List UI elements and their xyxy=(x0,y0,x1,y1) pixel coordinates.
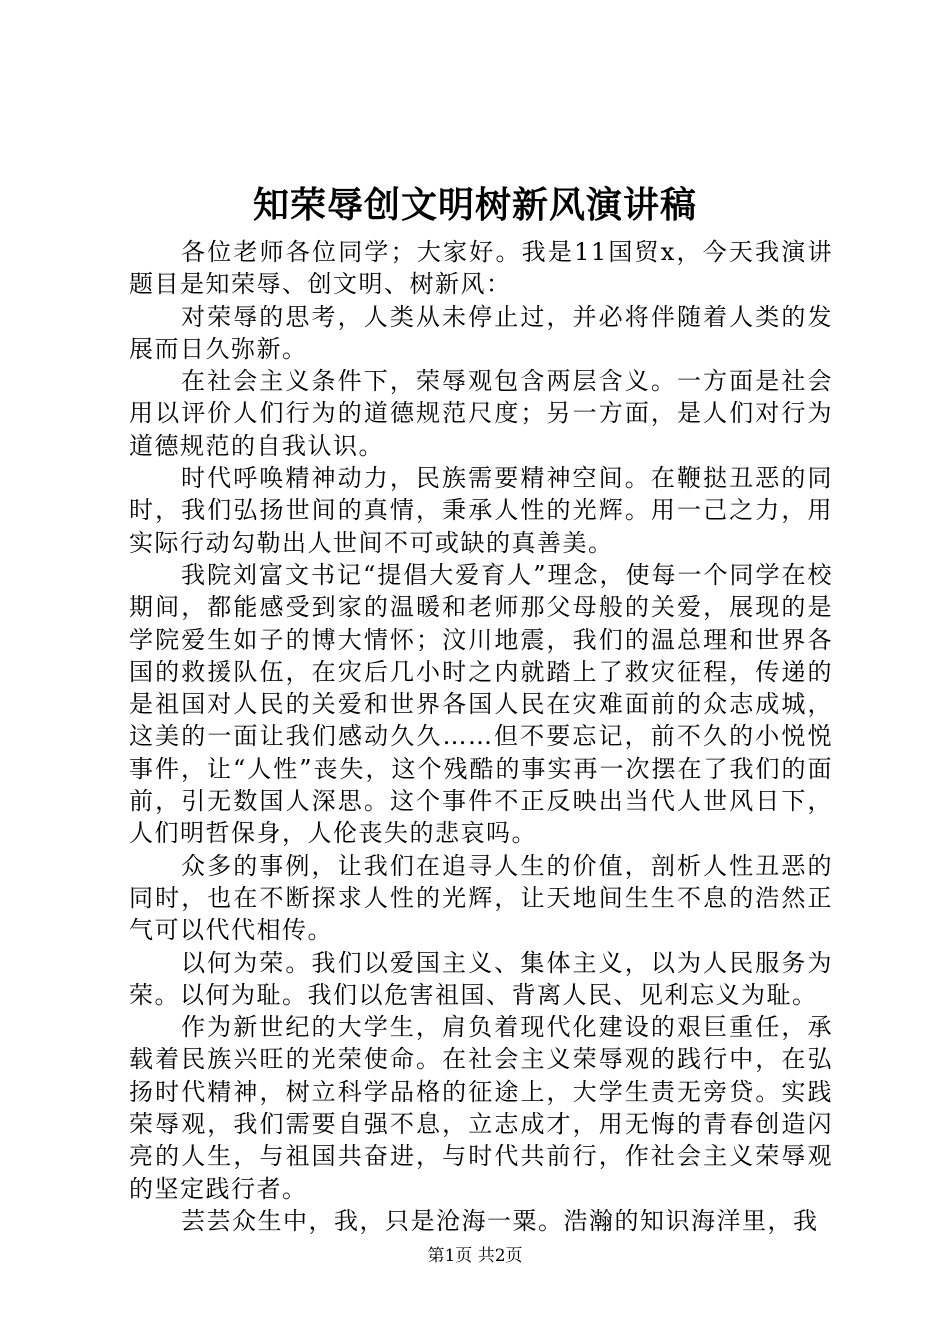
document-body xyxy=(129,236,833,1237)
paragraph: 在社会主义条件下，荣辱观包含两层含义。一方面是社会用以评价人们行为的道德规范尺度；另一方面，是人们对行为道德规范的自我认识。 xyxy=(129,367,833,460)
paragraph: 我院刘富文书记“提倡大爱育人”理念，使每一个同学在校期间，都能感受到家的温暖和老师那父母般的关爱，展现的是学院爱生如子的博大情怀；汶川地震，我们的温总理和世界各国的救援队伍，在灾后几小时之内就踏上了救灾征程，传递的是祖国对人民的关爱和世界各国人民在灾难面前的众志成城，这美的一面让我们感动久久……但不要忘记，前不久的小悦悦事件，让“人性”丧失，这个残酷的事实再一次摆在了我们的面前，引无数国人深思。这个事件不正反映出当代人世风日下，人们明哲保身，人伦丧失的悲哀吗。 xyxy=(129,560,833,848)
paragraph: 对荣辱的思考，人类从未停止过，并必将伴随着人类的发展而日久弥新。 xyxy=(129,302,833,363)
paragraph: 以何为荣。我们以爱国主义、集体主义，以为人民服务为荣。以何为耻。我们以危害祖国、背离人民、见利忘义为耻。 xyxy=(129,948,833,1009)
paragraph: 众多的事例，让我们在追寻人生的价值，剖析人性丑恶的同时，也在不断探求人性的光辉，让天地间生生不息的浩然正气可以代代相传。 xyxy=(129,851,833,945)
paragraph: 各位老师各位同学；大家好。我是11国贸x，今天我演讲题目是知荣辱、创文明、树新风： xyxy=(129,238,833,299)
paragraph: 时代呼唤精神动力，民族需要精神空间。在鞭挞丑恶的同时，我们弘扬世间的真情，秉承人性的光辉。用一己之力，用实际行动勾勒出人世间不可或缺的真善美。 xyxy=(129,464,833,557)
page-title: 知荣辱创文明树新风演讲稿 xyxy=(252,184,697,226)
paragraph: 芸芸众生中，我，只是沧海一粟。浩瀚的知识海洋里，我 xyxy=(181,1206,819,1235)
paragraph: 作为新世纪的大学生，肩负着现代化建设的艰巨重任，承载着民族兴旺的光荣使命。在社会主义荣辱观的践行中，在弘扬时代精神，树立科学品格的征途上，大学生责无旁贷。实践荣辱观，我们需要自强不息，立志成才，用无悔的青春创造闪亮的人生，与祖国共奋进，与时代共前行，作社会主义荣辱观的坚定践行者。 xyxy=(129,1013,833,1203)
page-footer-indicator: 第1页 共2页 xyxy=(427,1246,523,1266)
